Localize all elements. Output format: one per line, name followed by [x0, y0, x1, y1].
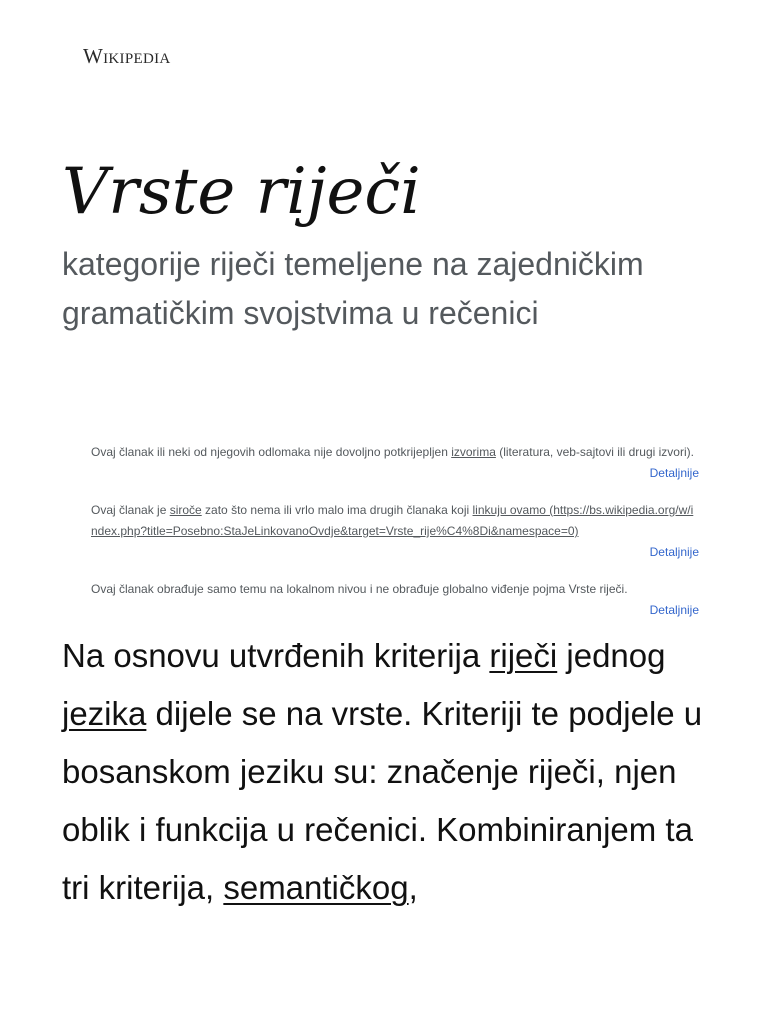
link-semantickog[interactable]: semantičkog: [223, 869, 409, 906]
notice-text-part: Ovaj članak obrađuje samo temu na lokalnom nivou i ne obrađuje globalno viđenje pojma Vrste riječi.: [91, 582, 628, 596]
notice-text-part: Ovaj članak ili neki od njegovih odlomaka nije dovoljno potkrijepljen: [91, 445, 452, 459]
notice-orphan: [91, 500, 699, 563]
wikipedia-logo[interactable]: Wikipedia: [83, 44, 171, 68]
paragraph-text: Na osnovu utvrđenih kriterija: [62, 637, 490, 674]
notice-text-part: (literatura, veb-sajtovi ili drugi izvori).: [495, 445, 694, 459]
notice-unsourced: [91, 442, 699, 484]
details-link[interactable]: Detaljnije: [649, 603, 699, 617]
page-title: Vrste riječi: [62, 155, 421, 229]
details-link[interactable]: Detaljnije: [649, 545, 699, 559]
paragraph-text: ,: [408, 869, 418, 906]
orphan-link[interactable]: siroče: [169, 503, 202, 517]
link-jezika[interactable]: jezika: [62, 695, 147, 732]
notice-text: [91, 500, 699, 542]
sources-link[interactable]: izvorima: [451, 445, 496, 459]
notice-text-part: Ovaj članak je: [91, 503, 170, 517]
notice-text: [91, 442, 699, 463]
notice-text-part: zato što nema ili vrlo malo ima drugih članaka koji: [201, 503, 473, 517]
notice-local-scope: [91, 579, 699, 621]
maintenance-notices: [91, 442, 699, 637]
link-rijeci[interactable]: riječi: [489, 637, 558, 674]
details-link[interactable]: Detaljnije: [649, 466, 699, 480]
notice-text: [91, 579, 699, 600]
paragraph-text: dijele se na vrste. Kriteriji te podjele u bosanskom jeziku su: značenje riječi, njen oblik i funkcija u rečenici. Kombiniranjem ta tri kriterija,: [62, 695, 703, 906]
page-subtitle: kategorije riječi temeljene na zajedničkim gramatičkim svojstvima u rečenici: [62, 246, 644, 331]
what-links-here-link[interactable]: linkuju ovamo (https://bs.wikipedia.org/w/index.php?title=Posebno:StaJeLinkovanoOvdje&target=Vrste_rije%C4%8Di&namespace=0): [91, 503, 694, 538]
paragraph-text: jednog: [557, 637, 666, 674]
article-paragraph: [62, 627, 712, 917]
